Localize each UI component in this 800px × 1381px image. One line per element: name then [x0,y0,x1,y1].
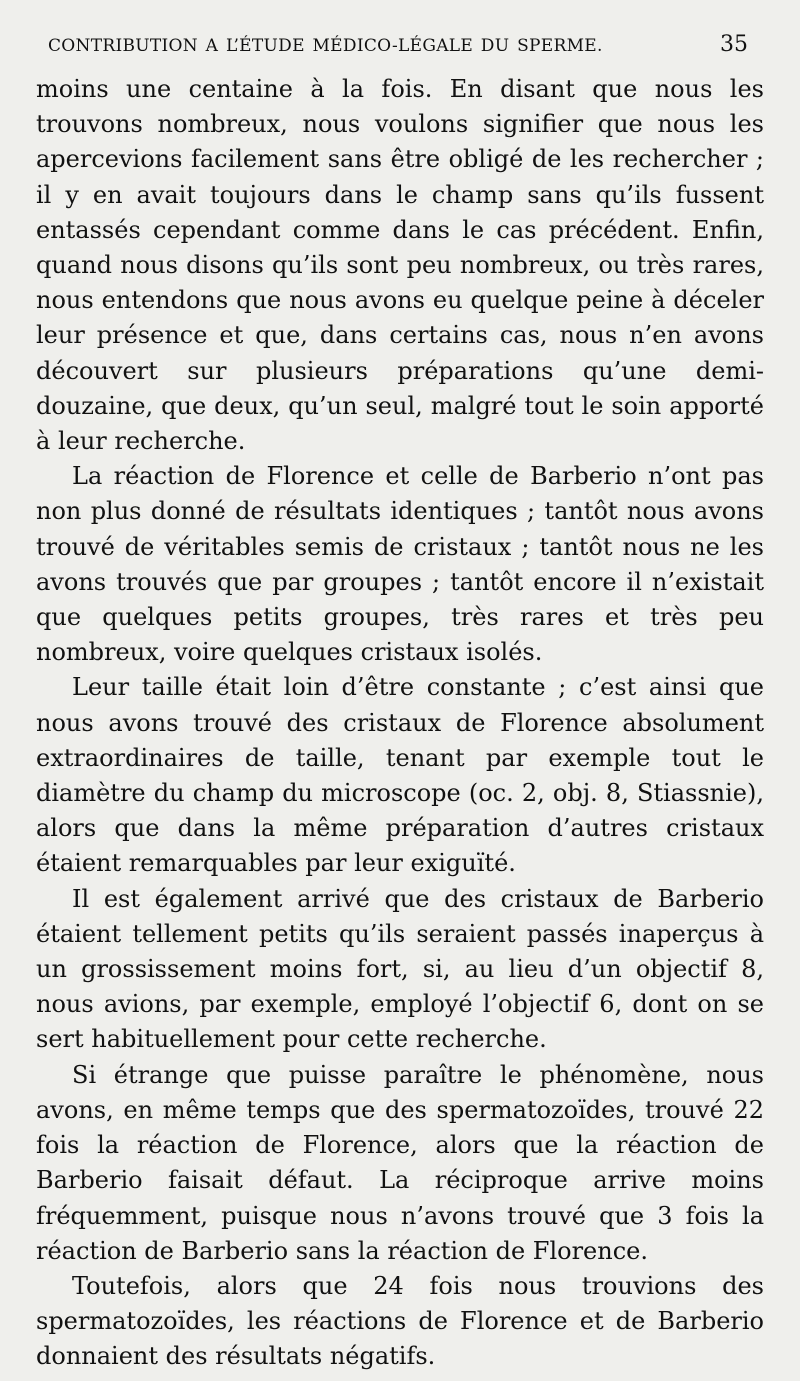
paragraph-crystal-size: Leur taille était loin d’être constante ; c’est ainsi que nous avons trouvé des cristaux de Florence absolument extraordinaires de taille, tenant par exemple tout le diamètre du champ du microscope (oc. 2, obj. 8, Stiassnie), alors que dans la même préparation d’autres cristaux étaient remarquables par leur exiguïté. [36,673,764,878]
running-head-title: CONTRIBUTION A L’ÉTUDE MÉDICO-LÉGALE DU SPERME. [48,36,603,56]
paragraph-barberio-small: Il est également arrivé que des cristaux de Barberio étaient tellement petits qu’ils seraient passés inaperçus à un grossissement moins fort, si, au lieu d’un objectif 8, nous avions, par exemple, employé l’objectif 6, dont on se sert habituellement pour cette recherche. [36,884,764,1054]
page-number: 35 [720,32,748,57]
running-head [36,32,748,62]
paragraph-negative-results: Toutefois, alors que 24 fois nous trouvions des spermatozoïdes, les réactions de Florence et de Barberio donnaient des résultats négatifs. [36,1271,764,1371]
paragraph-reactions: La réaction de Florence et celle de Barberio n’ont pas non plus donné de résultats identiques ; tantôt nous avons trouvé de véritables semis de cristaux ; tantôt nous ne les avons trouvés que par groupes ; tantôt encore il n’existait que quelques petits groupes, très rares et très peu nombreux, voire quelques cristaux isolés. [36,462,764,667]
paragraph-continued: moins une centaine à la fois. En disant que nous les trouvons nombreux, nous voulons signifier que nous les apercevions facilement sans être obligé de les rechercher ; il y en avait toujours dans le champ sans qu’ils fussent entassés cependant comme dans le cas précédent. Enfin, quand nous disons qu’ils sont peu nombreux, ou très rares, nous entendons que nous avons eu quelque peine à déceler leur présence et que, dans certains cas, nous n’en avons découvert sur plusieurs préparations qu’une demi-douzaine, que deux, qu’un seul, malgré tout le soin apporté à leur recherche. [36,75,764,456]
body-text [36,72,764,1375]
paragraph-phenomenon: Si étrange que puisse paraître le phénomène, nous avons, en même temps que des spermatozoïdes, trouvé 22 fois la réaction de Florence, alors que la réaction de Barberio faisait défaut. La réciproque arrive moins fréquemment, puisque nous n’avons trouvé que 3 fois la réaction de Barberio sans la réaction de Florence. [36,1060,764,1265]
